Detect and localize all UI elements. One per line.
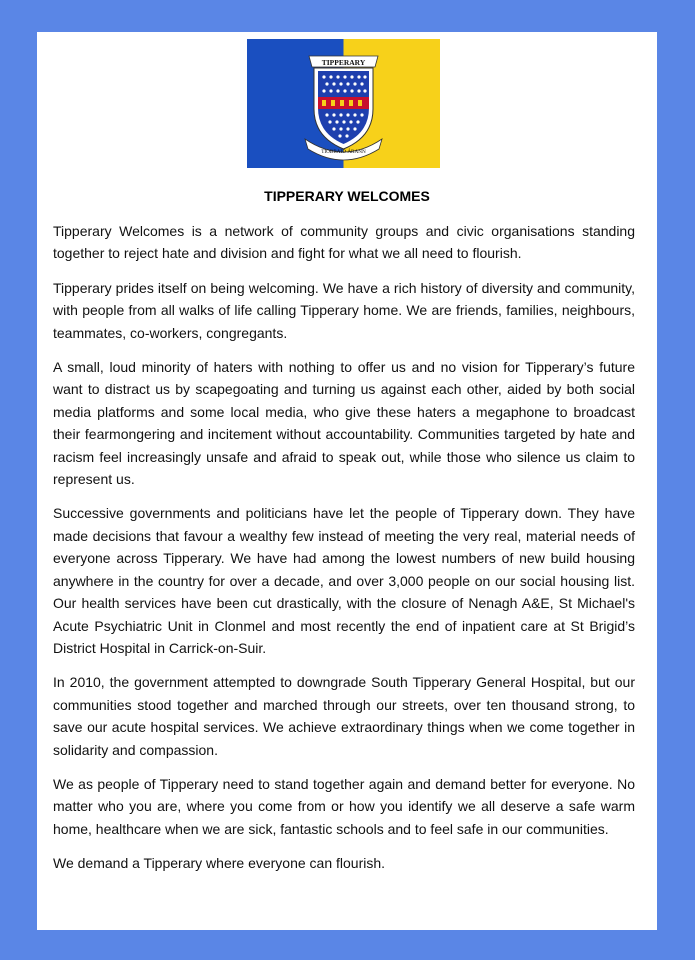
document-page xyxy=(37,32,657,930)
paragraph: Tipperary prides itself on being welcoming. We have a rich history of diversity and community, with people from all walks of life calling Tipperary home. We are friends, families, neighbours, teammates, co-workers, congregants. xyxy=(53,279,635,341)
paragraph: We demand a Tipperary where everyone can flourish. xyxy=(53,855,386,872)
page-title: TIPPERARY WELCOMES xyxy=(264,188,430,204)
paragraph: Successive governments and politicians have let the people of Tipperary down. They have made decisions that favour a wealthy few instead of meeting the very real, material needs of everyone across Tipperary. We have had among the lowest numbers of new build housing anywhere in the country for over a decade, and over 3,000 people on our social housing list. Our health services have been cut drastically, with the closure of Nenagh A&E, St Michael's Acute Psychiatric Unit in Clonmel and most recently the end of inpatient care at St Brigid’s District Hospital in Carrick-on-Suir. xyxy=(53,505,635,656)
crest-top-label: TIPPERARY xyxy=(321,57,366,67)
crest-bottom-label: TIOBRAID ÁRANN xyxy=(321,149,366,155)
document-body xyxy=(53,220,635,887)
tipperary-flag xyxy=(247,39,440,168)
paragraph: Tipperary Welcomes is a network of community groups and civic organisations standing together to reject hate and division and fight for what we all need to flourish. xyxy=(53,223,635,262)
paragraph: In 2010, the government attempted to downgrade South Tipperary General Hospital, but our communities stood together and marched through our streets, over ten thousand strong, to save our acute hospital services. We achieve extraordinary things when we come together in solidarity and compassion. xyxy=(53,674,635,758)
paragraph: A small, loud minority of haters with nothing to offer us and no vision for Tipperary’s future want to distract us by scapegoating and turning us against each other, aided by both social media platforms and some local media, who give these haters a megaphone to broadcast their fearmongering and incitement without accountability. Communities targeted by hate and racism feel increasingly unsafe and afraid to speak out, while those who silence us claim to represent us. xyxy=(53,359,635,488)
paragraph: We as people of Tipperary need to stand together again and demand better for everyone. No matter who you are, where you come from or how you identify we all deserve a safe warm home, healthcare when we are sick, fantastic schools and to feel safe in our communities. xyxy=(53,775,635,837)
